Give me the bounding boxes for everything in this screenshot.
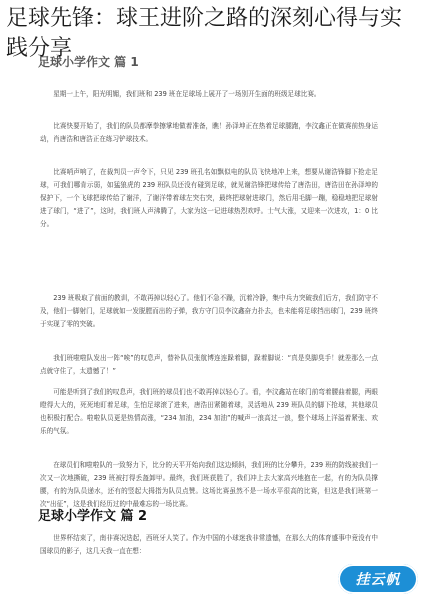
watermark-text: 挂云帆 <box>355 572 401 588</box>
paragraph-2: 比赛快要开始了，我们的队员都摩拳擦掌地做着准备，瞧！孙泽坤正在热着足球腿跑，李汶鑫正在做赛前热身运动，肖唐浩和唐浩正在练习铲球技术。 <box>40 122 378 143</box>
paragraph-1: 星期一上午，阳光明媚，我们班和 239 班在足球场上展开了一场别开生面的班级足球比赛。 <box>53 90 321 98</box>
paragraph-2-1: 世界杯结束了，南非赛况迭起，西班牙人笑了。作为中国的小球迷我非常遗憾，在那么大的体育盛事中竟没有中国球员的影子，这几天我一直在想： <box>40 534 378 555</box>
paragraph-4: 239 班吸取了前面的教训，不敢再掉以轻心了。他们不急不躁，沉着冷静，集中兵力突破我们后方，我们防守不及，他们一脚射门，足球就如一发脱膛而出的子弹，我方守门员李汶鑫奋力扑去，也未能将足球挡出球门，239 班终于实现了零的突破。 <box>40 294 378 328</box>
paragraph-5: 我们班啦啦队发出一阵“唉”的叹息声，替补队员张航博连连跺着脚，跺着脚说：“真是臭脚臭手！就差那么一点点就守住了，太遗憾了！” <box>40 354 378 375</box>
paragraph-7: 在球员们和啦啦队的一致努力下，比分的天平开始向我们这边倾斜，我们班的比分攀升，239 班的防线被我们一次又一次地撕破，239 班被打得丢盔卸甲。最终，我们班获胜了，我们冲上去大家高兴地抱在一起，有的为队员撑腰，有的为队员递水，还有的竖起大拇指为队员点赞。这场比赛虽然不是一场水平很高的比赛，但这是我们班第一次“出征”，这是我们经历过的中最难忘的一场比赛。 <box>40 461 378 508</box>
page-title: 足球先锋：球王进阶之路的深刻心得与实践分享 <box>6 6 403 61</box>
paragraph-6: 可能是听到了我们的叹息声，我们班的球员们也不敢再掉以轻心了。看，李汶鑫站在球门前弯着腰曲着腿，两眼瞪得大大的，死死地盯着足球，生怕足球滚了进来，唐浩田紧随着球，灵活地从 239 班队员的脚下抢球，其他球员也积极打配合。啦啦队员更是热情高涨，“234 加油，234 加油”的喊声一浪高过一浪，整个球场上洋溢着紧张、欢乐的气氛。 <box>40 388 378 435</box>
watermark-logo <box>338 564 418 594</box>
section-heading-1: 足球小学作文 篇 1 <box>38 55 139 69</box>
paragraph-3: 比赛哨声响了，在裁判员一声令下，只见 239 班孔名如飘似电的队员飞快地冲上来，想要从谢浩锋脚下抢走足球，可我们哪肯示弱，如猛狼虎的 239 班队员还没有碰到足球，就见谢浩锋把球传给了唐浩田，唐浩田在孙泽坤的保护下，一个飞球把球传给了谢洋，了谢洋带着球左突右突，最终把球射进球门，然后用毛脚一蹦，稳稳地把足球射进了球门，“进了”，这时，我们班人声沸腾了，大家为这一记进球热烈欢呼。士气大涨，又迎来一次进攻，1：0 比分。 <box>40 168 378 228</box>
watermark-badge <box>338 564 418 594</box>
section-heading-2: 足球小学作文 篇 2 <box>38 509 148 524</box>
document-image <box>34 54 384 600</box>
